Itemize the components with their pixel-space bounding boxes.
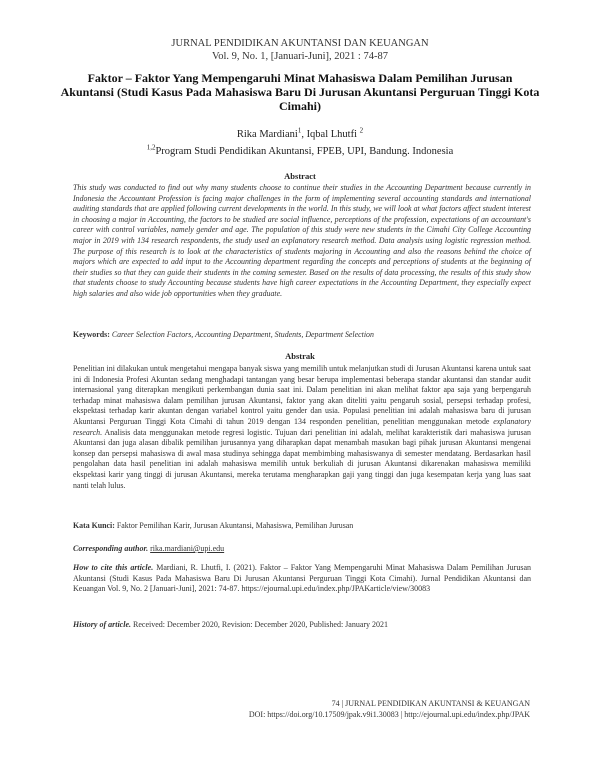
abstract-en-heading: Abstract: [284, 171, 316, 181]
journal-name: JURNAL PENDIDIKAN AKUNTANSI DAN KEUANGAN: [171, 38, 429, 49]
footer-page-journal: 74 | JURNAL PENDIDIKAN AKUNTANSI & KEUANGAN: [331, 699, 530, 708]
abstract-id-part2: . Analisis data menggunakan metode regresi logistic. Tujuan dari penelitian ini adalah, melihat karakteristik dari mahasiswa jurusan Akuntansi dan juga alasan dibalik pemilihan jurusannya yang diharapkan dapat menambah masukan bagi pihak jurusan Akuntansi mengenai konsep dan persepsi mahasiswa di awal masa studinya sehingga dapat membimbing mahasiswanya di semester mendatang. Berdasarkan hasil pengolahan data hasil penelitian ini adalah mahasiswa memilih untuk berkuliah di jurusan Akuntansi dikarenakan mahasiswa memiliki ekspektasi karir yang tinggi di jurusan Akuntansi, mereka terutama mengharapkan gaji yang tinggi dan juga kesempatan kerja yang luas saat nanti telah lulus.: [73, 427, 531, 490]
author-separator: ,: [301, 129, 307, 140]
history-text: Received: December 2020, Revision: December 2020, Published: January 2021: [133, 620, 389, 629]
keywords-id-text: Faktor Pemilihan Karir, Jurusan Akuntansi, Mahasiswa, Pemilihan Jurusan: [116, 521, 354, 530]
abstract-id-text: [73, 364, 531, 491]
correspondence-label: Corresponding author.: [73, 544, 149, 553]
affiliation-text: Program Studi Pendidikan Akuntansi, FPEB, UPI, Bandung. Indonesia: [155, 146, 454, 157]
abstract-en-text: This study was conducted to find out why many students choose to continue their studies in the Accounting Department because currently in Indonesia the Accountant Profession is facing major challenges in the form of implementing several accounting standards and international auditing standards that are applied following current developments in the world. In this study, we will look at what factors affect student interest in choosing a major in Accounting, the factors to be studied are social influence, perceptions of the profession, expectations of an accountant's career with control variables, namely gender and age. The population of this study were new students in the Cimahi City College Accounting major in 2019 with 134 research respondents, the study used an explanatory research method. Data analysis using logistic regression method. The purpose of this research is to look at the characteristics of students majoring in Accounting and also the reasons behind the choice of majors which are expected to add input to the Accounting department regarding the concepts and perceptions of students at the beginning of their studies so that they can guide their students in the coming semester. Based on the results of data processing, the results of this study show that students choose to study Accounting because students have high career expectations in the Accounting Department, they especially expect high salaries and also wide job opportunities when they graduate.: [73, 183, 531, 298]
correspondence-email[interactable]: rika.mardiani@upi.edu: [150, 544, 225, 553]
footer-doi[interactable]: DOI: https://doi.org/10.17509/jpak.v9i1.30083 | http://ejournal.upi.edu/index.php/JPAK: [248, 710, 530, 719]
author-1-sup: 1: [297, 126, 302, 135]
paper-title: Faktor – Faktor Yang Mempengaruhi Minat Mahasiswa Dalam Pemilihan Jurusan Akuntansi (Studi Kasus Pada Mahasiswa Baru Di Jurusan Akuntansi Perguruan Tinggi Kota Cimahi): [60, 71, 540, 113]
abstract-id-italic: explanatory research: [73, 416, 531, 437]
history-label: History of article.: [73, 620, 131, 629]
affiliation: [0, 145, 600, 158]
affiliation-sup: 1,2: [146, 143, 156, 152]
keywords-en-label: Keywords:: [73, 330, 110, 339]
author-2-sup: 2: [359, 126, 364, 135]
author-2: Iqbal Lhutfi: [306, 129, 358, 140]
author-1: Rika Mardiani: [236, 129, 298, 140]
history: [73, 620, 531, 631]
keywords-id: [73, 521, 531, 532]
citation-label: How to cite this article.: [73, 563, 154, 572]
citation-text: Mardiani, R. Lhutfi, I. (2021). Faktor – Faktor Yang Mempengaruhi Minat Mahasiswa Dalam Pemilihan Jurusan Akuntansi (Studi Kasus Pada Mahasiswa Baru Di Jurusan Akuntansi Perguruan Tinggi Kota Cimahi). Jurnal Pendidikan Akuntansi dan Keuangan Vol. 9, No. 2 [Januari-Juni], 2021: 74-87. https://ejournal.upi.edu/index.php/JPAKarticle/view/30083: [73, 563, 532, 594]
author-list: [0, 128, 600, 141]
correspondence: [73, 544, 531, 555]
keywords-id-label: Kata Kunci:: [73, 521, 115, 530]
citation: [73, 563, 531, 595]
keywords-en-text: Career Selection Factors, Accounting Department, Students, Department Selection: [111, 330, 374, 339]
keywords-en: [73, 330, 531, 341]
abstract-id-part1: Penelitian ini dilakukan untuk mengetahui mengapa banyak siswa yang memilih untuk melanjutkan studi di Jurusan Akuntansi karena untuk saat ini di Indonesia Profesi Akuntan sedang menghadapi tantangan yang besar berupa implementasi beberapa standar akuntansi dan standar audit internasional yang diterapkan mengikuti perkembangan dunia saat ini. Dalam penelitian ini akan melihat faktor apa saja yang berpengaruh terhadap minat mahasiswa dalam pemilihan jurusan Akuntansi, faktor yang akan diteliti yaitu pengaruh sosial, persepsi terhadap profesi, ekspektasi terhadap karir akuntan dengan variabel kontrol yaitu gender dan usia. Populasi penelitian ini adalah mahasiswa baru di jurusan Akuntansi Perguruan Tinggi Kota Cimahi di tahun 2019 dengan 134 responden penelitian, penelitian menggunakan metode: [73, 364, 531, 426]
abstract-id-heading: Abstrak: [285, 351, 315, 361]
journal-volume: Vol. 9, No. 1, [Januari-Juni], 2021 : 74-87: [212, 51, 388, 62]
